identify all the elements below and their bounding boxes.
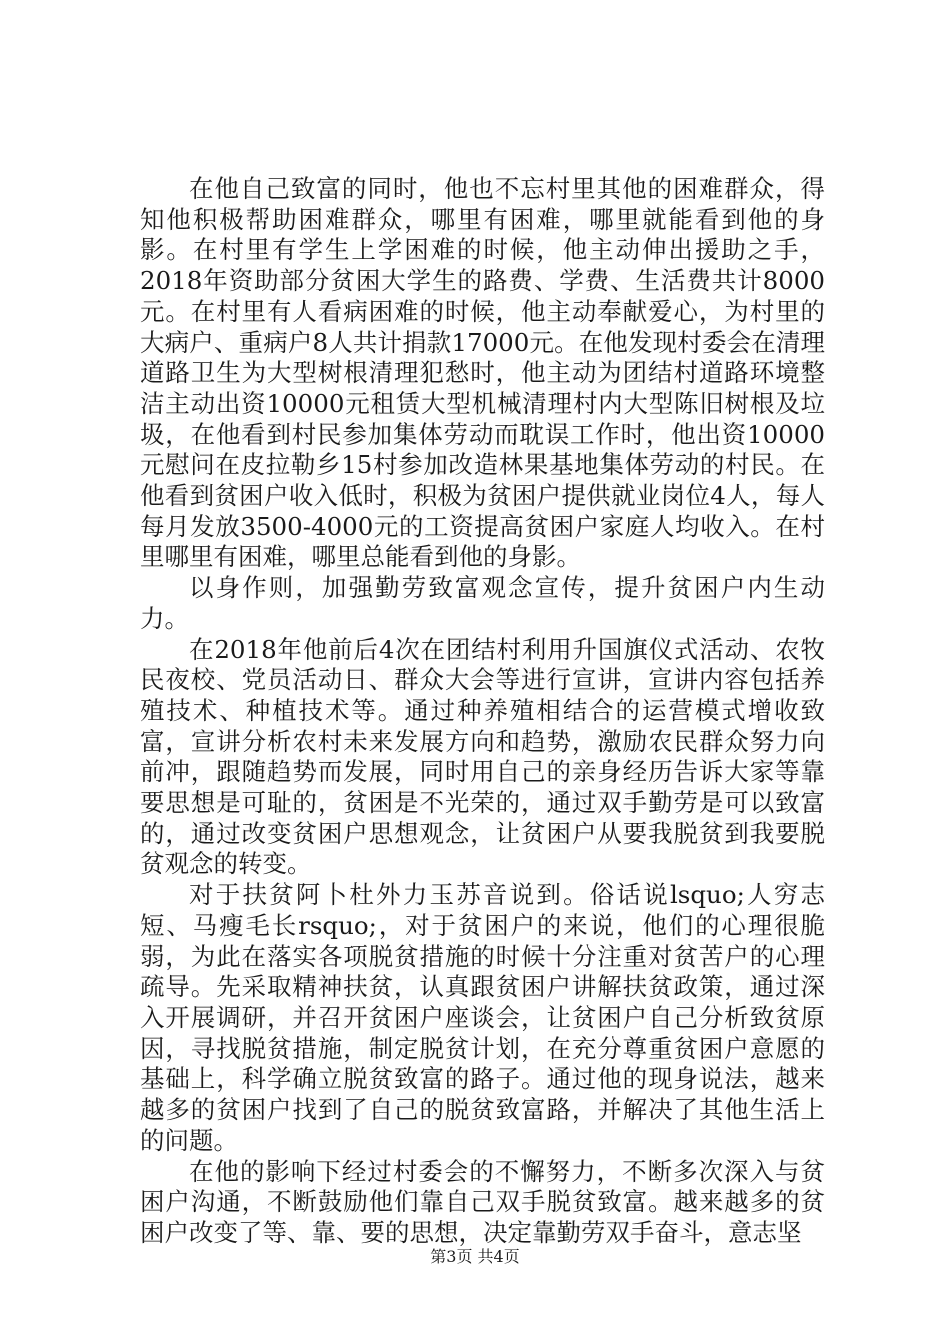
paragraph: 以身作则，加强勤劳致富观念宣传，提升贫困户内生动力。 <box>140 573 825 633</box>
paragraph: 在他自己致富的同时，他也不忘村里其他的困难群众，得知他积极帮助困难群众，哪里有困难，哪里就能看到他的身影。在村里有学生上学困难的时候，他主动伸出援助之手，2018年资助部分贫困大学生的路费、学费、生活费共计8000元。在村里有人看病困难的时候，他主动奉献爱心，为村里的大病户、重病户8人共计捐款17000元。在他发现村委会在清理道路卫生为大型树根清理犯愁时，他主动为团结村道路环境整洁主动出资10000元租赁大型机械清理村内大型陈旧树根及垃圾，在他看到村民参加集体劳动而耽误工作时，他出资10000元慰问在皮拉勒乡15村参加改造林果基地集体劳动的村民。在他看到贫困户收入低时，积极为贫困户提供就业岗位4人，每人每月发放3500-4000元的工资提高贫困户家庭人均收入。在村里哪里有困难，哪里总能看到他的身影。 <box>140 174 825 572</box>
paragraph: 对于扶贫阿卜杜外力玉苏音说到。俗话说lsquo;人穷志短、马瘦毛长rsquo;，对于贫困户的来说，他们的心理很脆弱，为此在落实各项脱贫措施的时候十分注重对贫苦户的心理疏导。先采取精神扶贫，认真跟贫困户讲解扶贫政策，通过深入开展调研，并召开贫困户座谈会，让贫困户自己分析致贫原因，寻找脱贫措施，制定脱贫计划，在充分尊重贫困户意愿的基础上，科学确立脱贫致富的路子。通过他的现身说法，越来越多的贫困户找到了自己的脱贫致富路，并解决了其他生活上的问题。 <box>140 880 825 1155</box>
paragraph: 在2018年他前后4次在团结村利用升国旗仪式活动、农牧民夜校、党员活动日、群众大会等进行宣讲，宣讲内容包括养殖技术、种植技术等。通过种养殖相结合的运营模式增收致富，宣讲分析农村未来发展方向和趋势，激励农民群众努力向前冲，跟随趋势而发展，同时用自己的亲身经历告诉大家等靠要思想是可耻的，贫困是不光荣的，通过双手勤劳是可以致富的，通过改变贫困户思想观念，让贫困户从要我脱贫到我要脱贫观念的转变。 <box>140 634 825 879</box>
paragraph: 在他的影响下经过村委会的不懈努力，不断多次深入与贫困户沟通，不断鼓励他们靠自己双手脱贫致富。越来越多的贫困户改变了等、靠、要的思想，决定靠勤劳双手奋斗，意志坚 <box>140 1156 825 1247</box>
body-text <box>140 174 825 1249</box>
page-number-footer: 第3页 共4页 <box>430 1247 520 1266</box>
